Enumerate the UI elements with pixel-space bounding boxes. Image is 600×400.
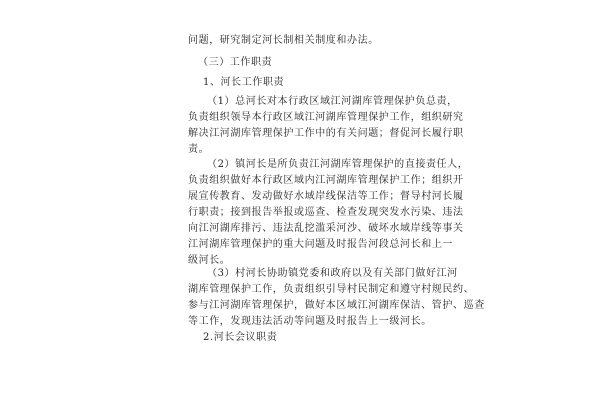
subsection-1-heading: 1、河长工作职责: [203, 77, 285, 88]
paragraph-2-line: 向江河湖库排污、违法乱挖滥采河沙、破坏水域岸线等事关: [188, 223, 464, 234]
paragraph-1-line: 责。: [188, 144, 210, 155]
paragraph-3-line: 参与江河湖库管理保护，做好本区域江河湖库保洁、管护、巡查: [188, 300, 485, 311]
paragraph-2-line: （2）镇河长是所负责江河湖库管理保护的直接责任人，: [207, 159, 469, 170]
paragraph-1-line: 负责组织领导本行政区域江河湖库管理保护工作，组织研究: [188, 112, 464, 123]
section-heading: （三）工作职责: [198, 57, 273, 68]
paragraph-2-line: 负责组织做好本行政区域内江河湖库管理保护工作；组织开: [188, 175, 464, 186]
paragraph-2-line: 行职责；接到报告举报或巡查、检查发现突发水污染、违法: [188, 207, 464, 218]
paragraph-3-line: 等工作，发现违法活动等问题及时报告上一级河长。: [188, 316, 432, 327]
subsection-2-heading: 2.河长会议职责: [203, 332, 278, 343]
paragraph-1-line: （1）总河长对本行政区域江河湖库管理保护负总责，: [207, 96, 458, 107]
paragraph-3-line: 湖库管理保护工作，负责组织引导村民制定和遵守村规民约、: [188, 284, 475, 295]
intro-line: 问题，研究制定河长制相关制度和办法。: [188, 35, 379, 46]
paragraph-2: [188, 157, 469, 269]
paragraph-2-line: 级河长。: [188, 255, 231, 266]
paragraph-3: [188, 266, 485, 330]
paragraph-2-line: 江河湖库管理保护的重大问题及时报告河段总河长和上一: [188, 239, 453, 250]
paragraph-1: [188, 94, 464, 158]
paragraph-3-line: （3）村河长协助镇党委和政府以及有关部门做好江河: [207, 268, 458, 279]
section-heading-block: [188, 55, 410, 71]
subsection-1-block: [188, 75, 410, 91]
paragraph-2-line: 展宣传教育、发动做好水域岸线保洁等工作；督导村河长履: [188, 191, 464, 202]
paragraph-1-line: 解决江河湖库管理保护工作中的有关问题；督促河长履行职: [188, 128, 464, 139]
subsection-2-block: [188, 330, 410, 346]
intro-text: [188, 33, 410, 49]
